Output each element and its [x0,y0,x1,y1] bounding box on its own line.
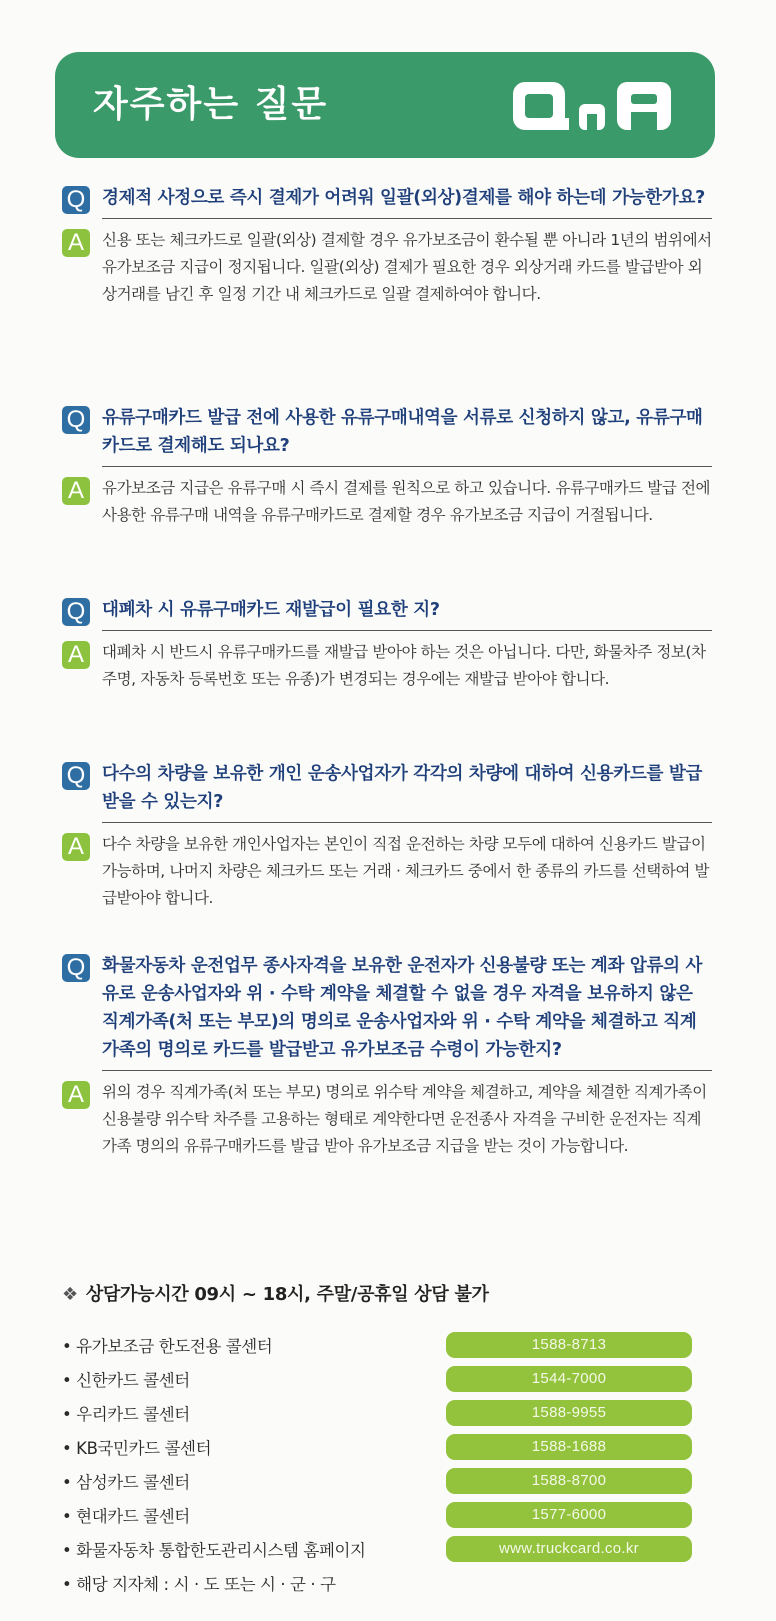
answer-badge: A [62,1081,90,1109]
diamond-bullet-icon: ❖ [62,1284,78,1305]
qna-logo [509,74,685,138]
answer-text: 다수 차량을 보유한 개인사업자는 본인이 직접 운전하는 차량 모두에 대하여 신용카드 발급이 가능하며, 나머지 차량은 체크카드 또는 거래 · 체크카드 중에서 한 종류의 카드를 선택하여 발급받아야 합니다. [102,835,710,907]
contact-list [62,1328,692,1600]
contact-label: • 해당 지자체 : 시 · 도 또는 시 · 군 · 구 [62,1575,336,1594]
contact-label: • KB국민카드 콜센터 [62,1439,212,1458]
question-badge: Q [62,186,90,214]
question-badge: Q [62,762,90,790]
qa-item-1 [62,184,712,308]
question-row [62,952,712,1071]
contact-label: • 현대카드 콜센터 [62,1507,190,1526]
header-banner [55,52,715,158]
contact-item [62,1362,692,1396]
answer-badge: A [62,477,90,505]
page-title: 자주하는 질문 [93,84,329,125]
contact-label: • 우리카드 콜센터 [62,1405,190,1424]
qa-item-5 [62,952,712,1160]
contact-phone[interactable]: 1588-8713 [446,1332,692,1358]
answer-row [62,639,712,693]
question-badge: Q [62,598,90,626]
answer-badge: A [62,229,90,257]
qa-item-4 [62,760,712,912]
question-text: 다수의 차량을 보유한 개인 운송사업자가 각각의 차량에 대하여 신용카드를 발급받을 수 있는지? [102,760,712,823]
contact-phone[interactable]: 1544-7000 [446,1366,692,1392]
contact-item [62,1532,692,1566]
answer-row [62,831,712,912]
contact-phone[interactable]: 1588-9955 [446,1400,692,1426]
qa-item-3 [62,596,712,693]
answer-row [62,227,712,308]
answer-row [62,475,712,529]
contact-label: • 화물자동차 통합한도관리시스템 홈페이지 [62,1541,366,1560]
contact-label: • 유가보조금 한도전용 콜센터 [62,1337,273,1356]
contact-item [62,1566,692,1600]
answer-text: 대폐차 시 반드시 유류구매카드를 재발급 받아야 하는 것은 아닙니다. 다만, 화물차주 정보(차주명, 자동차 등록번호 또는 유종)가 변경되는 경우에는 재발급 받아야 합니다. [102,643,706,688]
answer-text: 신용 또는 체크카드로 일괄(외상) 결제할 경우 유가보조금이 환수될 뿐 아니라 1년의 범위에서 유가보조금 지급이 정지됩니다. 일괄(외상) 결제가 필요한 경우 외상거래 카드를 발급받아 외상거래를 남긴 후 일정 기간 내 체크카드로 일괄 결제하여야 합니다. [102,231,712,303]
contact-item [62,1396,692,1430]
qa-item-2 [62,404,712,529]
question-row [62,760,712,823]
contact-item [62,1464,692,1498]
contact-phone[interactable]: 1588-8700 [446,1468,692,1494]
question-text: 유류구매카드 발급 전에 사용한 유류구매내역을 서류로 신청하지 않고, 유류구매카드로 결제해도 되나요? [102,404,712,467]
question-badge: Q [62,406,90,434]
answer-badge: A [62,833,90,861]
question-badge: Q [62,954,90,982]
consultation-hours [62,1280,489,1306]
consultation-hours-text: 상담가능시간 09시 ~ 18시, 주말/공휴일 상담 불가 [85,1284,489,1305]
question-row [62,184,712,219]
question-text: 경제적 사정으로 즉시 결제가 어려워 일괄(외상)결제를 해야 하는데 가능한가요? [102,184,712,219]
contact-phone[interactable]: 1577-6000 [446,1502,692,1528]
contact-item [62,1430,692,1464]
contact-item [62,1328,692,1362]
answer-badge: A [62,641,90,669]
answer-text: 유가보조금 지급은 유류구매 시 즉시 결제를 원칙으로 하고 있습니다. 유류구매카드 발급 전에 사용한 유류구매 내역을 유류구매카드로 결제할 경우 유가보조금 지급이 거절됩니다. [102,479,711,524]
contact-label: • 삼성카드 콜센터 [62,1473,190,1492]
question-row [62,596,712,631]
question-text: 화물자동차 운전업무 종사자격을 보유한 운전자가 신용불량 또는 계좌 압류의 사유로 운송사업자와 위 · 수탁 계약을 체결할 수 없을 경우 자격을 보유하지 않은 직계가족(처 또는 부모)의 명의로 운송사업자와 위 · 수탁 계약을 체결하고 직계가족의 명의로 카드를 발급받고 유가보조금 수령이 가능한지? [102,952,712,1071]
question-text: 대폐차 시 유류구매카드 재발급이 필요한 지? [102,596,712,631]
question-row [62,404,712,467]
contact-item [62,1498,692,1532]
website-link[interactable]: www.truckcard.co.kr [446,1536,692,1562]
contact-label: • 신한카드 콜센터 [62,1371,190,1390]
answer-text: 위의 경우 직계가족(처 또는 부모) 명의로 위수탁 계약을 체결하고, 계약을 체결한 직계가족이 신용불량 위수탁 차주를 고용하는 형태로 계약한다면 운전종사 자격을 구비한 운전자는 직계가족 명의의 유류구매카드를 발급 받아 유가보조금 지급을 받는 것이 가능합니다. [102,1083,707,1155]
contact-phone[interactable]: 1588-1688 [446,1434,692,1460]
answer-row [62,1079,712,1160]
